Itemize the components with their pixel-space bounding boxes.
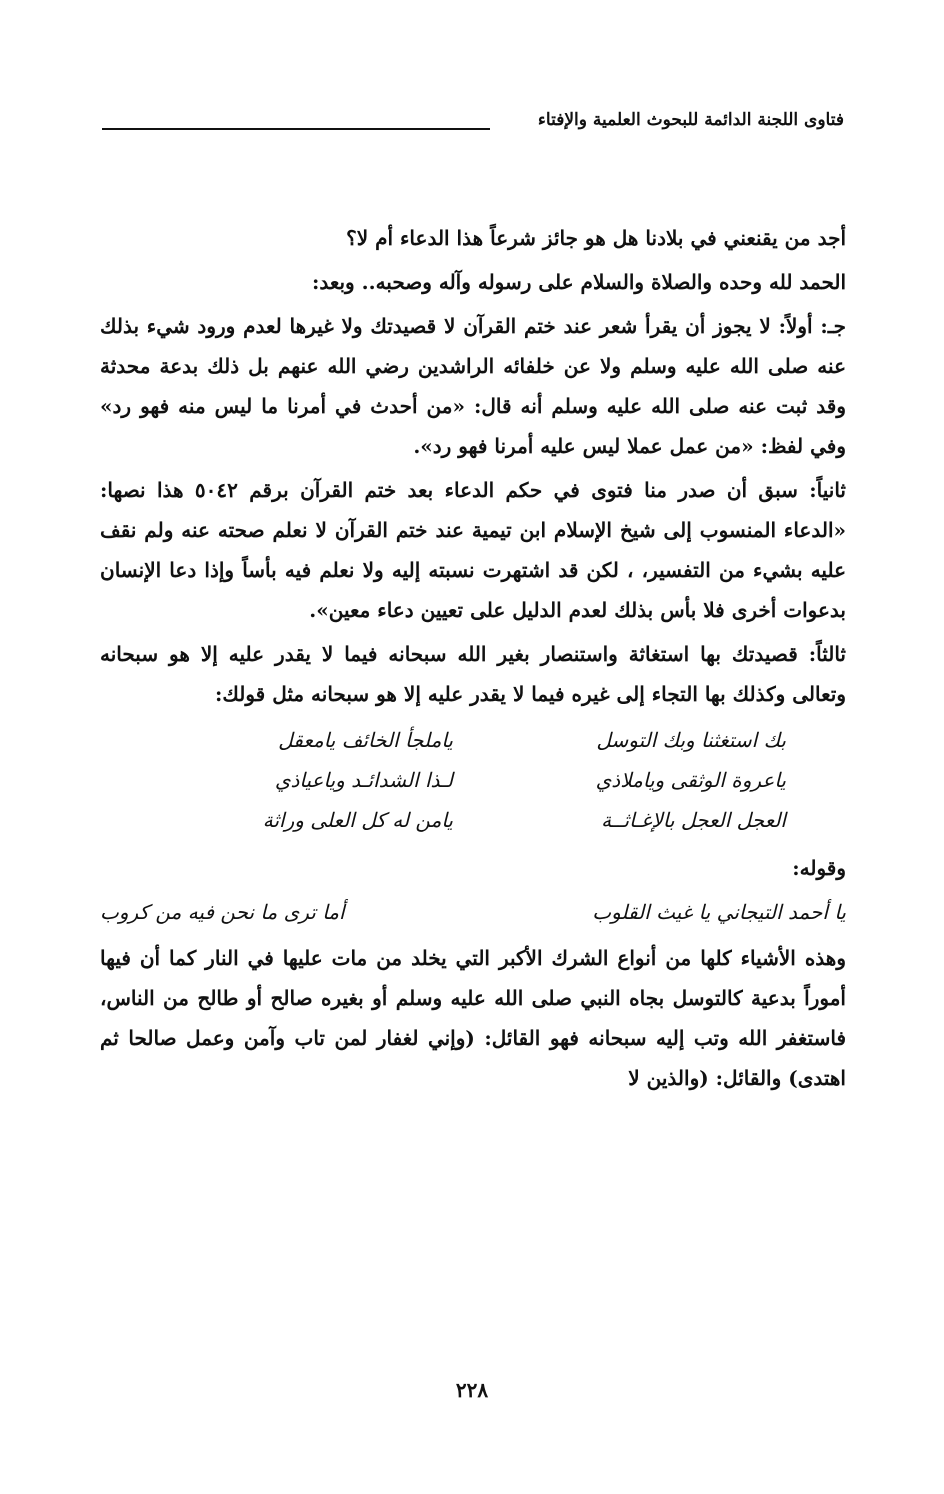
verse-row (100, 720, 846, 760)
answer-first-paragraph: جـ: أولاً: لا يجوز أن يقرأ شعر عند ختم القرآن لا قصيدتك ولا غيرها لعدم ورود شيء بذلك عنه صلى الله عليه وسلم ولا عن خلفائه الراشدين رضي الله عنهم بل ذلك بدعة محدثة وقد ثبت عنه صلى الله عليه وسلم أنه قال: «من أحدث في أمرنا ما ليس منه فهو رد» وفي لفظ: «من عمل عملا ليس عليه أمرنا فهو رد». (100, 314, 846, 458)
answer-second-paragraph: ثانياً: سبق أن صدر منا فتوى في حكم الدعاء بعد ختم القرآن برقم ٥٠٤٢ هذا نصها: «الدعاء المنسوب إلى شيخ الإسلام ابن تيمية عند ختم القرآن لا نعلم صحته عنه ولم نقف عليه بشيء من التفسير، ، لكن قد اشتهرت نسبته إليه ولا نعلم فيه بأساً وإذا دعا الإنسان بدعوات أخرى فلا بأس بذلك لعدم الدليل على تعيين دعاء معين». (100, 478, 846, 622)
praise-paragraph: الحمد لله وحده والصلاة والسلام على رسوله وآله وصحبه.. وبعد: (311, 270, 846, 294)
verse-first-hemistich: بك استغثنا وبك التوسل (596, 728, 786, 752)
page-number: ٢٢٨ (455, 1378, 489, 1402)
single-verse-first-hemistich: يا أحمد التيجاني يا غيث القلوب (592, 900, 846, 924)
verse-row (100, 760, 846, 800)
running-header (102, 108, 844, 144)
header-rule (102, 128, 490, 130)
conclusion-paragraph: وهذه الأشياء كلها من أنواع الشرك الأكبر التي يخلد من مات عليها في النار كما أن فيها أموراً بدعية كالتوسل بجاه النبي صلى الله عليه وسلم أو بغيره صالح أو طالح من الناس، فاستغفر الله وتب إليه سبحانه فهو القائل: (وإني لغفار لمن تاب وآمن وعمل صالحا ثم اهتدى) والقائل: (والذين لا (100, 946, 846, 1090)
verse-second-hemistich: ياملجأ الخائف يامعقل (278, 728, 453, 752)
header-title: فتاوى اللجنة الدائمة للبحوث العلمية والإفتاء (537, 110, 844, 130)
single-verse (100, 892, 846, 932)
verse-row (100, 800, 846, 840)
verse-first-hemistich: العجل العجل بالإغـاثــة (601, 808, 786, 832)
and-his-saying: وقوله: (792, 856, 846, 880)
question-paragraph: أجد من يقنعني في بلادنا هل هو جائز شرعاً هذا الدعاء أم لا؟ (346, 226, 846, 250)
answer-third-paragraph: ثالثاً: قصيدتك بها استغاثة واستنصار بغير الله سبحانه فيما لا يقدر عليه إلا هو سبحانه وتعالى وكذلك بها التجاء إلى غيره فيما لا يقدر عليه إلا هو سبحانه مثل قولك: (100, 642, 846, 706)
poem-verses (100, 720, 846, 840)
verse-second-hemistich: لـذا الشدائـد وياعياذي (274, 768, 453, 792)
single-verse-second-hemistich: أما ترى ما نحن فيه من كروب (100, 900, 345, 924)
verse-second-hemistich: يامن له كل العلى وراثة (262, 808, 453, 832)
verse-first-hemistich: ياعروة الوثقى وياملاذي (595, 768, 786, 792)
main-text (100, 218, 846, 1098)
